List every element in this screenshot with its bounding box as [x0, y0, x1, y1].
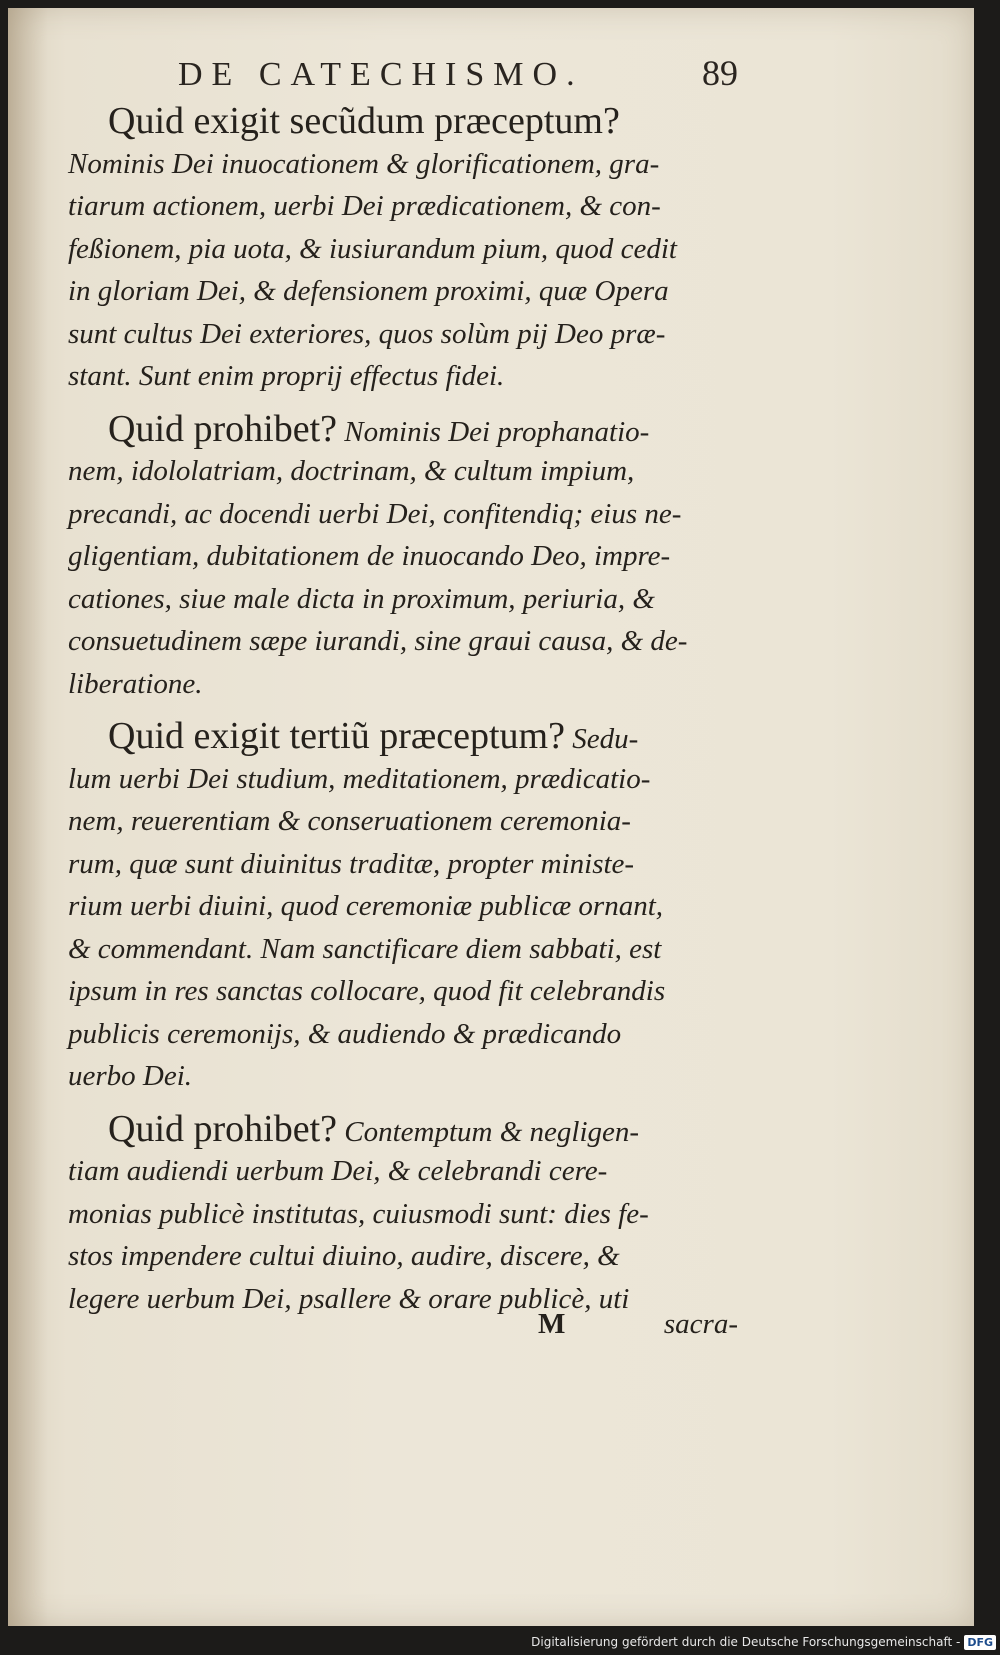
- paragraph: [68, 715, 738, 1098]
- digitization-footer: [531, 1631, 996, 1653]
- text-line: nem, idololatriam, doctrinam, & cultum impium,: [68, 455, 635, 487]
- text-line: uerbo Dei.: [68, 1060, 193, 1092]
- text-line: ipsum in res sanctas collocare, quod fit celebrandis: [68, 975, 666, 1007]
- text-line: in gloriam Dei, & defensionem proximi, quæ Opera: [68, 275, 669, 307]
- answer-start: Nominis Dei prophanatio-: [344, 415, 650, 448]
- answer-start: Sedu-: [572, 723, 639, 755]
- text-line: lum uerbi Dei studium, meditationem, prædicatio-: [68, 762, 651, 795]
- running-title: DE CATECHISMO.: [178, 56, 584, 93]
- text-line: cationes, siue male dicta in proximum, periuria, &: [68, 582, 655, 615]
- question-line: [68, 715, 738, 758]
- question-line: [68, 1108, 738, 1151]
- running-head: [178, 52, 738, 102]
- paragraph: [68, 1108, 738, 1321]
- page-number: 89: [702, 53, 738, 93]
- catch-line: [538, 1308, 738, 1352]
- text-block: [68, 100, 738, 1330]
- question-line: [68, 408, 738, 451]
- question: Quid exigit tertiũ præceptum?: [108, 715, 565, 757]
- text-line: feßionem, pia uota, & iusiurandum pium, quod cedit: [68, 232, 677, 265]
- text-line: rum, quæ sunt diuinitus traditæ, propter ministe-: [68, 847, 635, 880]
- question: Quid prohibet?: [108, 407, 338, 450]
- text-line: rium uerbi diuini, quod ceremoniæ publicæ ornant,: [68, 890, 664, 922]
- text-line: consuetudinem sæpe iurandi, sine graui causa, & de-: [68, 625, 688, 657]
- text-line: liberatione.: [68, 667, 203, 700]
- answer-start: Contemptum & negligen-: [344, 1115, 640, 1148]
- text-line: sunt cultus Dei exteriores, quos solùm pij Deo præ-: [68, 317, 666, 350]
- text-line: Nominis Dei inuocationem & glorificationem, gra-: [68, 147, 660, 180]
- paragraph: [68, 408, 738, 706]
- question-line: [68, 100, 738, 143]
- book-page: [8, 8, 974, 1626]
- question: Quid exigit secũdum præceptum?: [108, 100, 620, 142]
- text-line: legere uerbum Dei, psallere & orare publicè, uti: [68, 1282, 630, 1315]
- signature-mark: M: [538, 1308, 566, 1340]
- text-line: tiarum actionem, uerbi Dei prædicationem, & con-: [68, 190, 661, 222]
- text-line: tiam audiendi uerbum Dei, & celebrandi cere-: [68, 1155, 608, 1187]
- text-line: stant. Sunt enim proprij effectus fidei.: [68, 360, 505, 392]
- page-gutter-shadow: [8, 8, 48, 1626]
- text-line: gligentiam, dubitationem de inuocando Deo, impre-: [68, 540, 671, 572]
- dfg-logo: DFG: [964, 1635, 996, 1650]
- question: Quid prohibet?: [108, 1107, 338, 1150]
- text-line: nem, reuerentiam & conseruationem ceremonia-: [68, 805, 631, 837]
- text-line: stos impendere cultui diuino, audire, discere, &: [68, 1240, 620, 1272]
- paragraph: [68, 100, 738, 398]
- text-line: precandi, ac docendi uerbi Dei, confitendiq; eius ne-: [68, 497, 682, 530]
- text-line: publicis ceremonijs, & audiendo & prædicando: [68, 1017, 622, 1050]
- footer-text: Digitalisierung gefördert durch die Deutsche Forschungsgemeinschaft -: [531, 1635, 961, 1649]
- text-line: monias publicè institutas, cuiusmodi sunt: dies fe-: [68, 1197, 649, 1230]
- catchword: sacra-: [663, 1308, 738, 1340]
- text-line: & commendant. Nam sanctificare diem sabbati, est: [68, 932, 662, 965]
